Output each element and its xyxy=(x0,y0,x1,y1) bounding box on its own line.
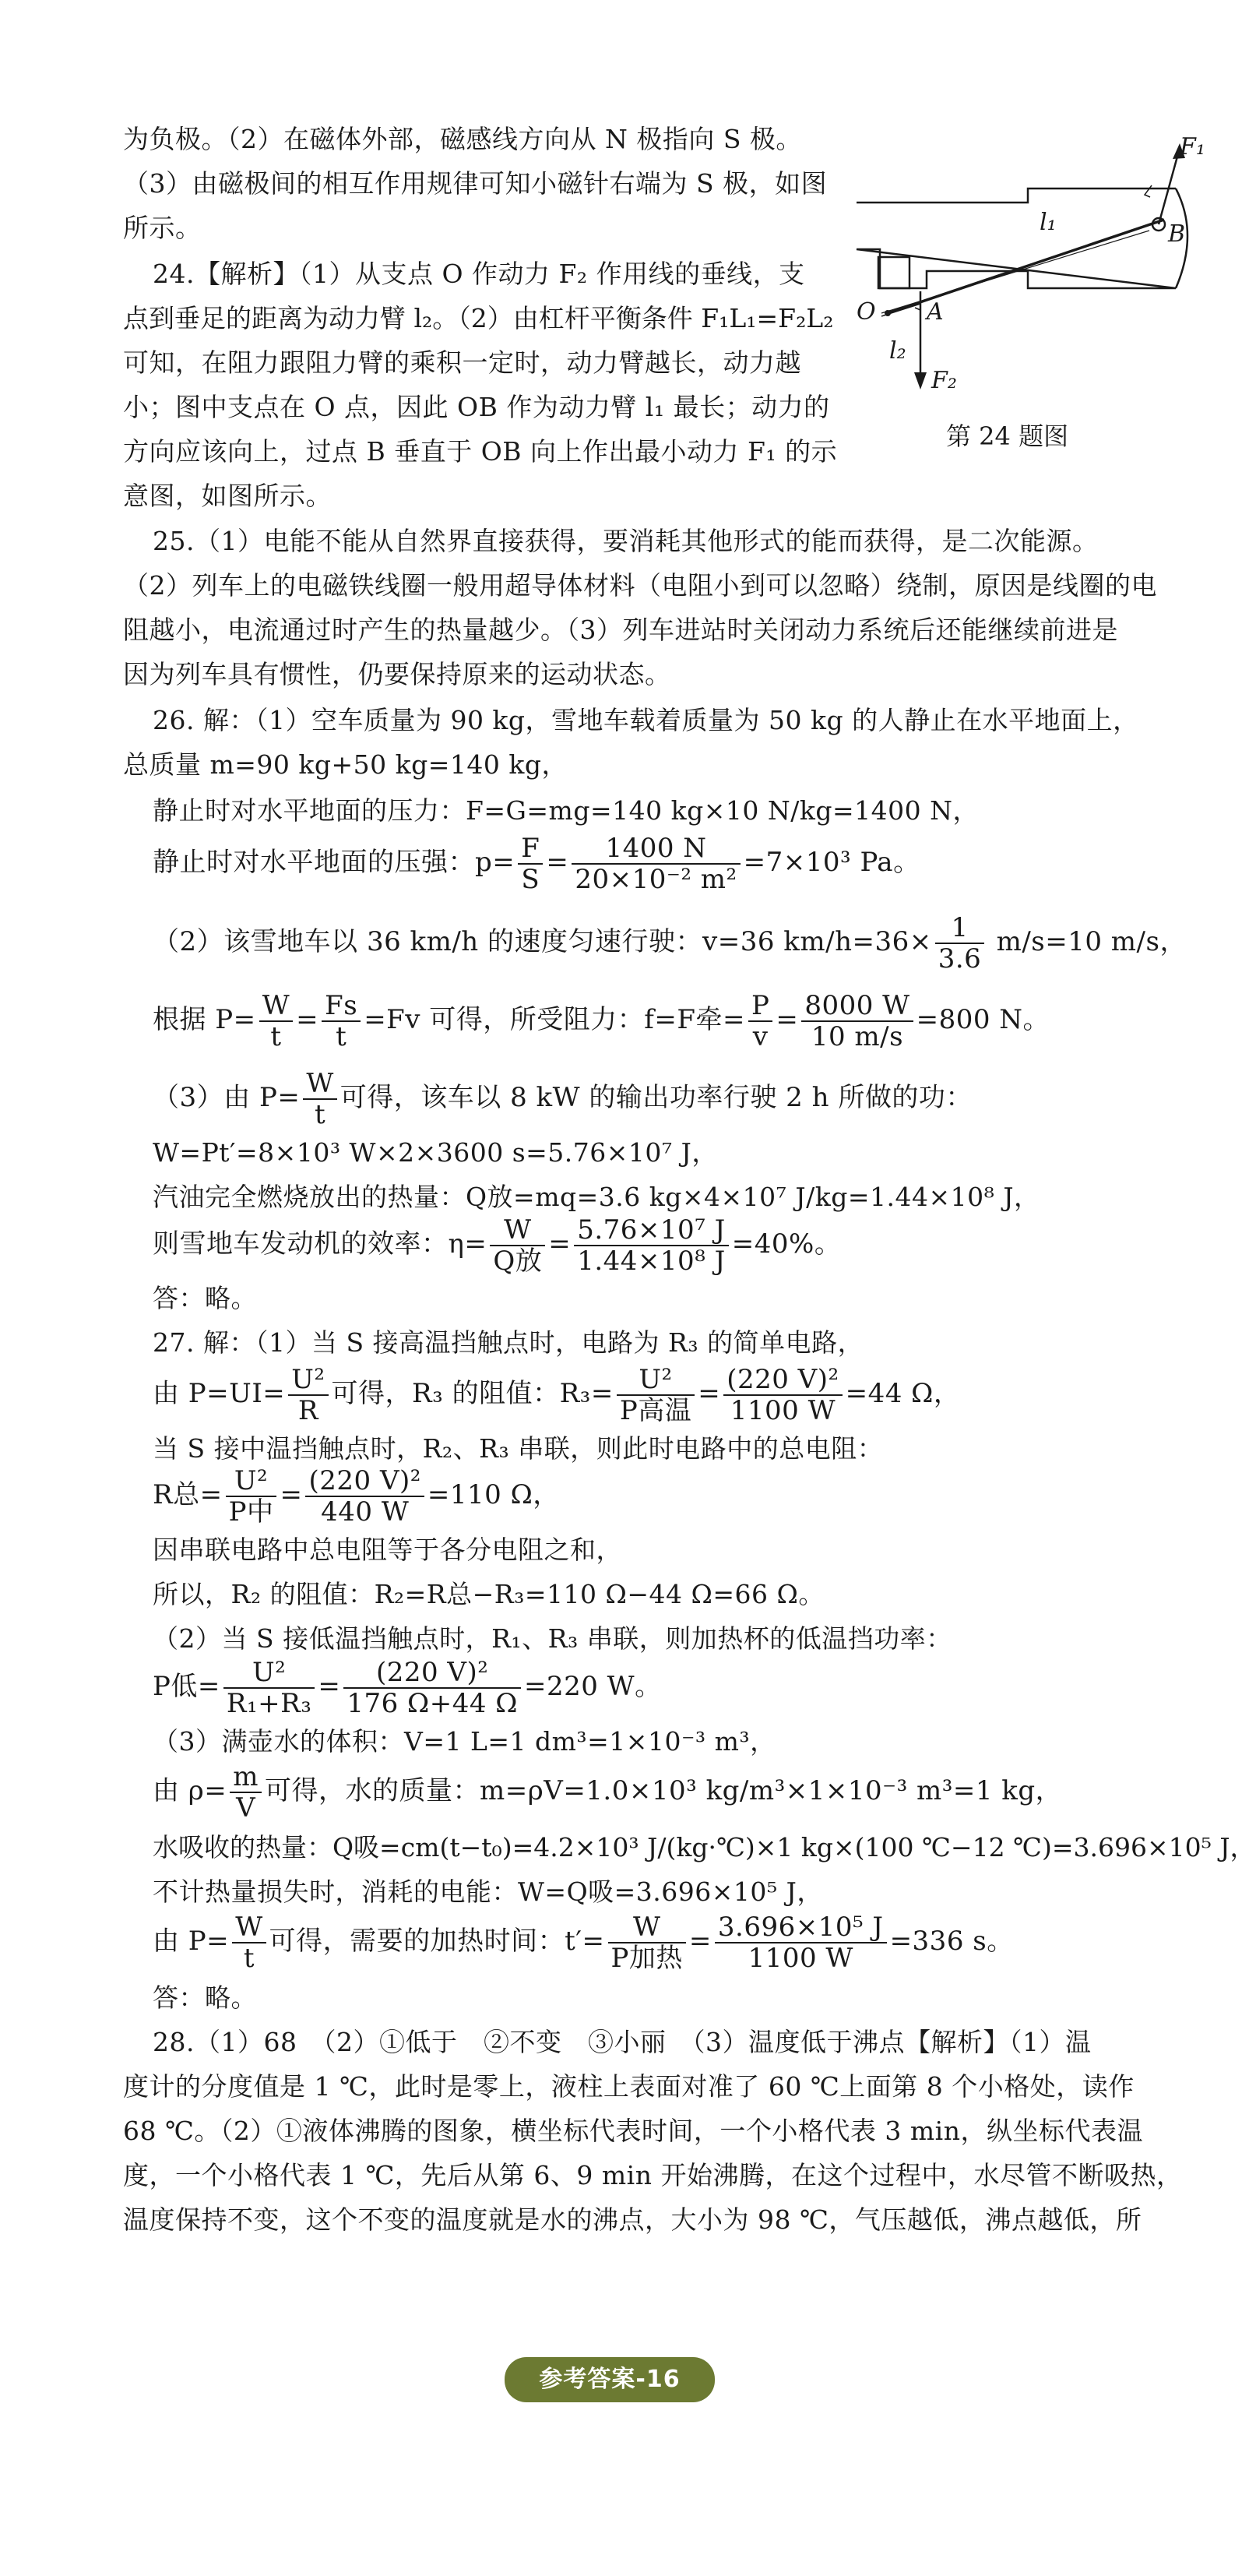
q24-line-4: 小；图中支点在 O 点，因此 OB 作为动力臂 l₁ 最长；动力的 xyxy=(123,392,830,422)
label-o: O xyxy=(857,298,876,326)
numerator: W xyxy=(303,1069,336,1100)
q26-l5-text: （2）该雪地车以 36 km/h 的速度匀速行驶：v=36 km/h=36× xyxy=(153,926,932,957)
q27-l10-text: 由 ρ= xyxy=(153,1775,227,1806)
numerator: W xyxy=(232,1912,266,1943)
q26-line-5 xyxy=(153,913,1187,974)
q27-line-10 xyxy=(153,1762,1062,1823)
numerator: W xyxy=(608,1912,686,1943)
fraction xyxy=(232,1912,266,1973)
fraction xyxy=(322,991,361,1052)
q23-line-2: （3）由磁极间的相互作用规律可知小磁针右端为 S 极，如图 xyxy=(123,168,828,199)
denominator: P中 xyxy=(228,1496,274,1528)
q28-line-4: 度，一个小格代表 1 ℃，先后从第 6、9 min 开始沸腾，在这个过程中，水尽管不断吸热， xyxy=(123,2160,1183,2190)
fraction xyxy=(617,1365,695,1425)
numerator: 1 xyxy=(935,913,985,944)
q25-line-3: 阻越小，电流通过时产生的热量越少。（3）列车进站时关闭动力系统后还能继续前进是 xyxy=(123,615,1118,645)
q23-line-1: 为负极。（2）在磁体外部，磁感线方向从 N 极指向 S 极。 xyxy=(123,124,802,154)
fraction xyxy=(305,1466,424,1527)
q26-line-1: 26. 解：（1）空车质量为 90 kg，雪地车载着质量为 50 kg 的人静止在水平地面上， xyxy=(153,705,1139,735)
q27-l2-mid: 可得，R₃ 的阻值：R₃= xyxy=(331,1378,614,1409)
fraction xyxy=(574,1215,729,1276)
denominator: 10 m/s xyxy=(811,1021,904,1052)
fraction xyxy=(801,991,913,1052)
numerator: F xyxy=(518,833,543,865)
q25-line-2: （2）列车上的电磁铁线圈一般用超导体材料（电阻小到可以忽略）绕制，原因是线圈的电 xyxy=(123,570,1157,601)
q26-line-9: 汽油完全燃烧放出的热量：Q放=mq=3.6 kg×4×10⁷ J/kg=1.44×10⁸ J， xyxy=(153,1182,1040,1212)
q24-line-1: 24.【解析】（1）从支点 O 作动力 F₂ 作用线的垂线，支 xyxy=(153,259,805,289)
q26-l6-eq: = xyxy=(296,1004,319,1035)
fraction xyxy=(715,1912,887,1973)
q24-line-2: 点到垂足的距离为动力臂 l₂。（2）由杠杆平衡条件 F₁L₁=F₂L₂ xyxy=(123,303,834,333)
q27-l4-text: R总= xyxy=(153,1479,223,1510)
q27-l13-text: 由 P= xyxy=(153,1926,230,1957)
fraction xyxy=(518,833,543,894)
q27-line-9: （3）满壶水的体积：V=1 L=1 dm³=1×10⁻³ m³， xyxy=(153,1726,776,1757)
numerator: (220 V)² xyxy=(343,1658,521,1689)
q26-line-8: W=Pt′=8×10³ W×2×3600 s=5.76×10⁷ J， xyxy=(153,1137,718,1168)
numerator: W xyxy=(259,991,293,1022)
denominator: 1100 W xyxy=(748,1943,853,1974)
fraction xyxy=(935,913,985,974)
fraction xyxy=(490,1215,545,1276)
q26-l5-result: m/s=10 m/s， xyxy=(987,926,1187,957)
numerator: 5.76×10⁷ J xyxy=(574,1215,729,1246)
denominator: R xyxy=(297,1395,318,1426)
q23-line-3: 所示。 xyxy=(123,213,202,243)
label-l1: l₁ xyxy=(1040,209,1057,236)
numerator: P xyxy=(748,991,772,1022)
q27-line-6: 所以，R₂ 的阻值：R₂=R总−R₃=110 Ω−44 Ω=66 Ω。 xyxy=(153,1579,825,1609)
q27-l8-text: P低= xyxy=(153,1671,220,1702)
q27-l8-eq: = xyxy=(318,1671,341,1702)
denominator: t xyxy=(336,1021,347,1052)
fraction xyxy=(223,1658,315,1718)
numerator: U² xyxy=(617,1365,695,1396)
fraction xyxy=(608,1912,686,1973)
q27-l2-result: =44 Ω， xyxy=(845,1378,961,1409)
q26-l4-result: =7×10³ Pa。 xyxy=(743,847,920,878)
q27-line-13 xyxy=(153,1912,1014,1973)
q24-line-3: 可知，在阻力跟阻力臂的乘积一定时，动力臂越长，动力越 xyxy=(123,347,801,378)
q27-l2-eq: = xyxy=(698,1378,721,1409)
q27-l4-result: =110 Ω， xyxy=(427,1479,560,1510)
q27-l4-eq: = xyxy=(280,1479,303,1510)
numerator: U² xyxy=(223,1658,315,1689)
q26-line-2: 总质量 m=90 kg+50 kg=140 kg， xyxy=(123,749,568,780)
numerator: (220 V)² xyxy=(305,1466,424,1497)
q26-l10-text: 则雪地车发动机的效率：η= xyxy=(153,1228,487,1260)
denominator: V xyxy=(236,1792,256,1824)
denominator: 1.44×10⁸ J xyxy=(577,1246,726,1277)
q27-l2-text: 由 P=UI= xyxy=(153,1378,286,1409)
q27-line-7: （2）当 S 接低温挡触点时，R₁、R₃ 串联，则加热杯的低温挡功率： xyxy=(153,1623,952,1654)
denominator: 3.6 xyxy=(938,943,982,974)
q24-line-5: 方向应该向上，过点 B 垂直于 OB 向上作出最小动力 F₁ 的示 xyxy=(123,436,838,467)
q26-l6-mid: =Fv 可得，所受阻力：f=F牵= xyxy=(364,1004,745,1035)
denominator: 20×10⁻² m² xyxy=(575,864,737,895)
q26-l6-result: =800 N。 xyxy=(916,1004,1050,1035)
denominator: S xyxy=(521,864,540,895)
q27-line-3: 当 S 接中温挡触点时，R₂、R₃ 串联，则此时电路中的总电阻： xyxy=(153,1433,884,1464)
numerator: U² xyxy=(226,1466,277,1497)
fraction xyxy=(343,1658,521,1718)
denominator: 1100 W xyxy=(730,1395,836,1426)
q26-l10-eq: = xyxy=(548,1228,572,1260)
denominator: Q放 xyxy=(493,1246,543,1277)
q27-line-2 xyxy=(153,1365,960,1425)
q26-line-3: 静止时对水平地面的压力：F=G=mg=140 kg×10 N/kg=1400 N， xyxy=(153,795,979,826)
q26-l10-result: =40%。 xyxy=(731,1228,842,1260)
q28-line-1: 28.（1）68 （2）①低于 ②不变 ③小丽 （3）温度低于沸点【解析】（1）温 xyxy=(153,2027,1092,2057)
q27-line-4 xyxy=(153,1466,560,1527)
fraction xyxy=(572,833,740,894)
fraction xyxy=(288,1365,328,1425)
q26-line-4 xyxy=(153,833,920,894)
numerator: Fs xyxy=(322,991,361,1022)
q26-l7-result: 可得，该车以 8 kW 的输出功率行驶 2 h 所做的功： xyxy=(340,1082,973,1113)
numerator: U² xyxy=(288,1365,328,1396)
q27-line-11: 水吸收的热量：Q吸=cm(t−t₀)=4.2×10³ J/(kg·℃)×1 kg×(100 ℃−12 ℃)=3.696×10⁵ J， xyxy=(153,1832,1256,1862)
q26-l7-text: （3）由 P= xyxy=(153,1082,301,1113)
fraction xyxy=(303,1069,336,1129)
label-a: A xyxy=(927,298,944,326)
lever-figure xyxy=(833,132,1205,397)
q27-l13-eq: = xyxy=(688,1926,712,1957)
denominator: P加热 xyxy=(610,1943,683,1974)
denominator: R₁+R₃ xyxy=(226,1688,312,1719)
denominator: 176 Ω+44 Ω xyxy=(347,1688,518,1719)
q26-l4-eq: = xyxy=(546,847,569,878)
q25-line-1: 25.（1）电能不能从自然界直接获得，要消耗其他形式的能而获得，是二次能源。 xyxy=(153,526,1099,556)
q27-answer: 答：略。 xyxy=(153,1982,257,2013)
q27-line-1: 27. 解：（1）当 S 接高温挡触点时，电路为 R₃ 的简单电路， xyxy=(153,1327,864,1358)
q27-line-5: 因串联电路中总电阻等于各分电阻之和， xyxy=(153,1535,622,1565)
q28-line-3: 68 ℃。（2）①液体沸腾的图象，横坐标代表时间，一个小格代表 3 min，纵坐标代表温 xyxy=(123,2116,1143,2146)
numerator: (220 V)² xyxy=(723,1365,842,1396)
q28-line-5: 温度保持不变，这个不变的温度就是水的沸点，大小为 98 ℃，气压越低，沸点越低，所 xyxy=(123,2204,1142,2235)
q26-line-7 xyxy=(153,1069,973,1129)
denominator: t xyxy=(270,1021,282,1052)
label-b: B xyxy=(1168,220,1186,248)
q27-l13-mid: 可得，需要的加热时间：t′= xyxy=(269,1926,605,1957)
numerator: 8000 W xyxy=(801,991,913,1022)
numerator: W xyxy=(490,1215,545,1246)
denominator: t xyxy=(314,1099,326,1130)
numerator: 1400 N xyxy=(572,833,740,865)
page-number-badge: 参考答案-16 xyxy=(505,2357,715,2402)
numerator: m xyxy=(230,1762,262,1793)
q26-answer: 答：略。 xyxy=(153,1283,257,1313)
denominator: v xyxy=(752,1021,769,1052)
fraction xyxy=(259,991,293,1052)
label-f1: F₁ xyxy=(1180,133,1205,160)
q26-l6-eq: = xyxy=(776,1004,799,1035)
q27-l13-result: =336 s。 xyxy=(889,1926,1014,1957)
q27-line-12: 不计热量损失时，消耗的电能：W=Q吸=3.696×10⁵ J， xyxy=(153,1876,823,1907)
q26-line-6 xyxy=(153,991,1050,1052)
q26-line-10 xyxy=(153,1215,841,1276)
label-f2: F₂ xyxy=(931,367,957,394)
denominator: 440 W xyxy=(321,1496,410,1528)
q27-line-8 xyxy=(153,1658,662,1718)
figure-caption: 第 24 题图 xyxy=(946,421,1069,451)
q25-line-4: 因为列车具有惯性，仍要保持原来的运动状态。 xyxy=(123,659,671,689)
fraction xyxy=(226,1466,277,1527)
q28-line-2: 度计的分度值是 1 ℃，此时是零上，液柱上表面对准了 60 ℃上面第 8 个小格处，读作 xyxy=(123,2071,1135,2102)
q24-line-6: 意图，如图所示。 xyxy=(123,481,332,511)
q26-l6-text: 根据 P= xyxy=(153,1004,256,1035)
q27-l10-result: 可得，水的质量：m=ρV=1.0×10³ kg/m³×1×10⁻³ m³=1 kg， xyxy=(265,1775,1063,1806)
label-l2: l₂ xyxy=(889,337,906,365)
q26-l4-text: 静止时对水平地面的压强：p= xyxy=(153,847,515,878)
denominator: t xyxy=(243,1943,255,1974)
fraction xyxy=(748,991,772,1052)
fraction xyxy=(723,1365,842,1425)
q27-l8-result: =220 W。 xyxy=(523,1671,662,1702)
numerator: 3.696×10⁵ J xyxy=(715,1912,887,1943)
fraction xyxy=(230,1762,262,1823)
denominator: P高温 xyxy=(619,1395,692,1426)
